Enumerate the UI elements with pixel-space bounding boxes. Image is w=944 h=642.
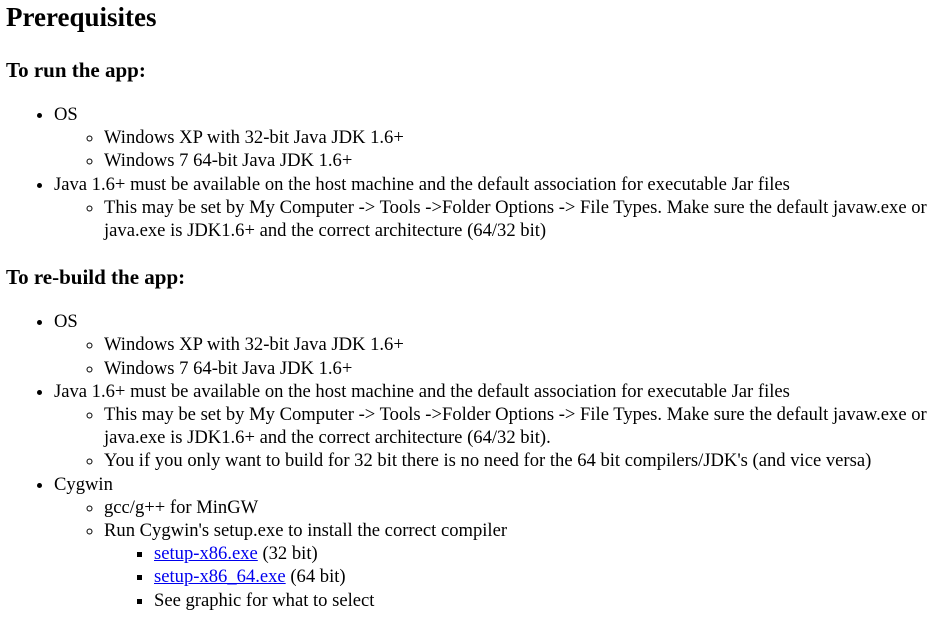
rebuild-os-label: OS [54, 311, 78, 333]
graphic-note-item: ▪ See graphic for what to select [154, 589, 944, 612]
rebuild-os-winxp: ◦ Windows XP with 32-bit Java JDK 1.6+ [104, 333, 944, 356]
rebuild-java-32bit-note: ◦ You if you only want to build for 32 bit there is no need for the 64 bit compilers/JDK's (and vice versa) [104, 449, 944, 472]
run-java-note: ◦ This may be set by My Computer -> Tools ->Folder Options -> File Types. Make sure the default javaw.exe or java.exe is JDK1.6+ and the correct architecture (64/32 bit) [104, 196, 944, 242]
setup-x86-suffix: (32 bit) [257, 543, 318, 565]
setup-x86-64-link[interactable]: setup-x86_64.exe [154, 566, 286, 588]
rebuild-os-win7: ◦ Windows 7 64-bit Java JDK 1.6+ [104, 357, 944, 380]
run-os-winxp: ◦ Windows XP with 32-bit Java JDK 1.6+ [104, 126, 944, 149]
run-os-win7: ◦ Windows 7 64-bit Java JDK 1.6+ [104, 149, 944, 172]
run-section-heading: To run the app: [6, 58, 146, 82]
rebuild-os-sublist [54, 333, 944, 379]
rebuild-os-item [54, 310, 944, 380]
cygwin-setup-sublist [104, 542, 944, 612]
rebuild-java-item [54, 380, 944, 473]
run-os-label: OS [54, 104, 78, 125]
rebuild-cygwin-item [54, 473, 944, 612]
setup-x86-link[interactable]: setup-x86.exe [154, 543, 258, 565]
run-requirements-list [6, 103, 944, 242]
run-java-label: Java 1.6+ must be available on the host machine and the default association for executable Jar files [54, 173, 790, 195]
page-title: Prerequisites [6, 2, 157, 32]
rebuild-cygwin-sublist [54, 496, 944, 612]
cygwin-setup-item [104, 519, 944, 612]
run-os-sublist [54, 126, 944, 172]
rebuild-section-heading: To re-build the app: [6, 265, 186, 290]
rebuild-cygwin-label: Cygwin [54, 473, 113, 495]
setup-x86-item [154, 542, 944, 565]
run-java-item [54, 173, 944, 243]
setup-x86-64-suffix: (64 bit) [285, 566, 346, 588]
setup-x86-64-item [154, 565, 944, 588]
rebuild-java-label: Java 1.6+ must be available on the host machine and the default association for executable Jar files [54, 380, 790, 402]
rebuild-requirements-list [6, 310, 944, 612]
run-java-sublist [54, 196, 944, 242]
rebuild-java-note: ◦ This may be set by My Computer -> Tools ->Folder Options -> File Types. Make sure the default javaw.exe or java.exe is JDK1.6+ and the correct architecture (64/32 bit). [104, 403, 944, 449]
run-os-item [54, 103, 944, 173]
cygwin-setup-text: Run Cygwin's setup.exe to install the correct compiler [104, 520, 508, 542]
rebuild-java-sublist [54, 403, 944, 473]
cygwin-gcc-item: ◦ gcc/g++ for MinGW [104, 496, 944, 519]
